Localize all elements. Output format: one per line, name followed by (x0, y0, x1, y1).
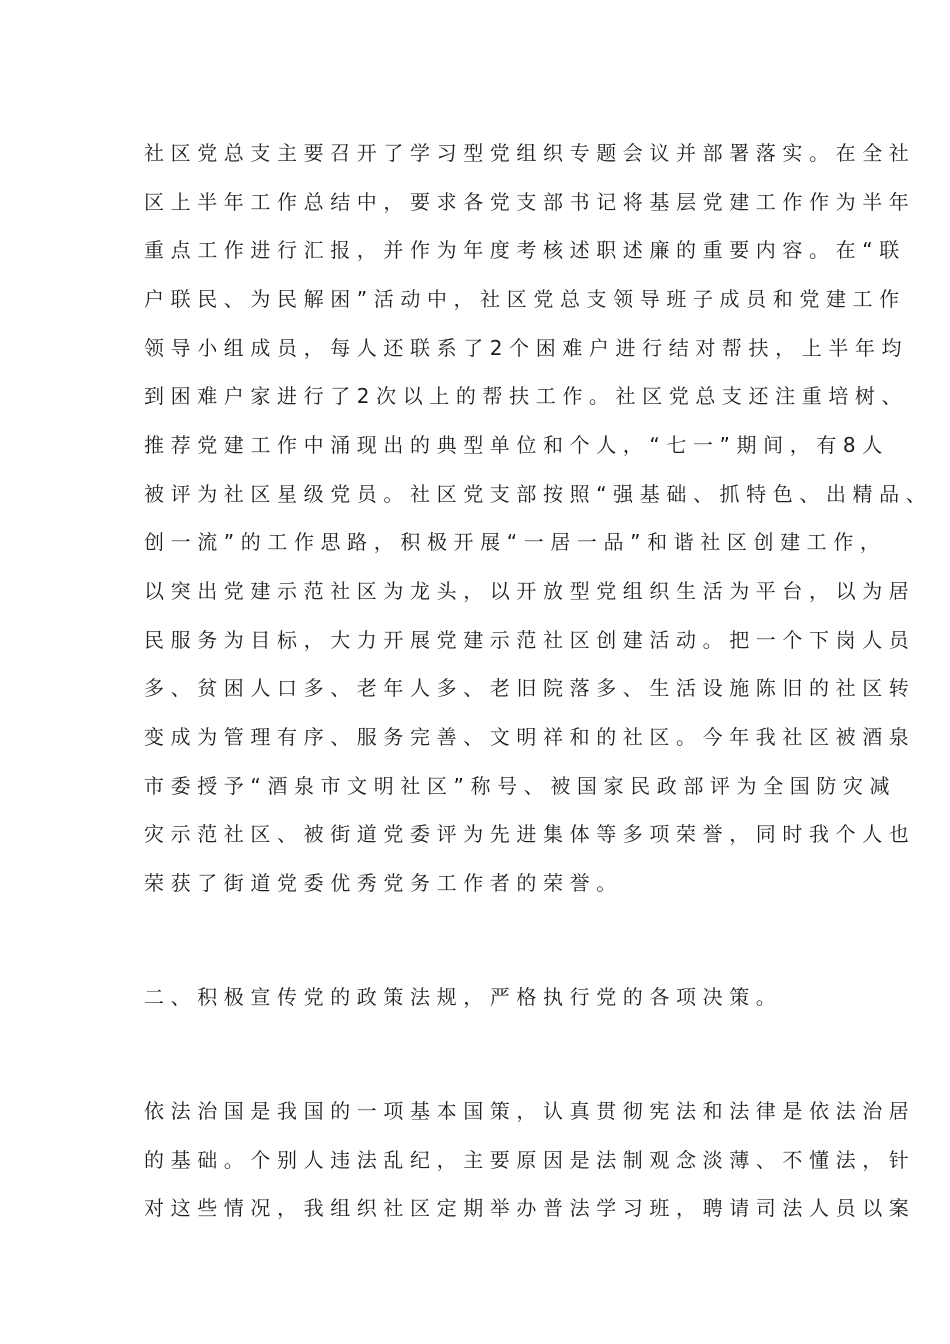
text-line: 区上半年工作总结中，要求各党支部书记将基层党建工作作为半年 (144, 190, 916, 214)
text-line: 多、贫困人口多、老年人多、老旧院落多、生活设施陈旧的社区转 (144, 676, 916, 700)
text-line: 领导小组成员，每人还联系了2个困难户进行结对帮扶，上半年均 (144, 336, 909, 360)
text-line: 以突出党建示范社区为龙头，以开放型党组织生活为平台，以为居 (144, 579, 916, 603)
text-line: 荣获了街道党委优秀党务工作者的荣誉。 (144, 871, 623, 895)
text-line: 户联民、为民解困”活动中，社区党总支领导班子成员和党建工作 (144, 287, 906, 311)
text-line: 市委授予“酒泉市文明社区”称号、被国家民政部评为全国防灾减 (144, 774, 897, 798)
text-line: 对这些情况，我组织社区定期举办普法学习班，聘请司法人员以案 (144, 1196, 916, 1220)
text-line: 被评为社区星级党员。社区党支部按照“强基础、抓特色、出精品、 (144, 482, 933, 506)
text-line: 到困难户家进行了2次以上的帮扶工作。社区党总支还注重培树、 (144, 384, 909, 408)
text-line: 社区党总支主要召开了学习型党组织专题会议并部署落实。在全社 (144, 141, 916, 165)
text-line: 推荐党建工作中涌现出的典型单位和个人，“七一”期间，有8人 (144, 433, 889, 457)
text-line: 变成为管理有序、服务完善、文明祥和的社区。今年我社区被酒泉 (144, 725, 916, 749)
text-line: 灾示范社区、被街道党委评为先进集体等多项荣誉，同时我个人也 (144, 822, 916, 846)
text-line: 重点工作进行汇报，并作为年度考核述职述廉的重要内容。在“联 (144, 238, 906, 262)
text-line: 的基础。个别人违法乱纪，主要原因是法制观念淡薄、不懂法，针 (144, 1148, 916, 1172)
text-line: 依法治国是我国的一项基本国策，认真贯彻宪法和法律是依法治居 (144, 1099, 916, 1123)
section-heading: 二、积极宣传党的政策法规，严格执行党的各项决策。 (144, 985, 783, 1009)
text-line: 民服务为目标，大力开展党建示范社区创建活动。把一个下岗人员 (144, 628, 916, 652)
text-line: 创一流”的工作思路，积极开展“一居一品”和谐社区创建工作， (144, 530, 887, 554)
